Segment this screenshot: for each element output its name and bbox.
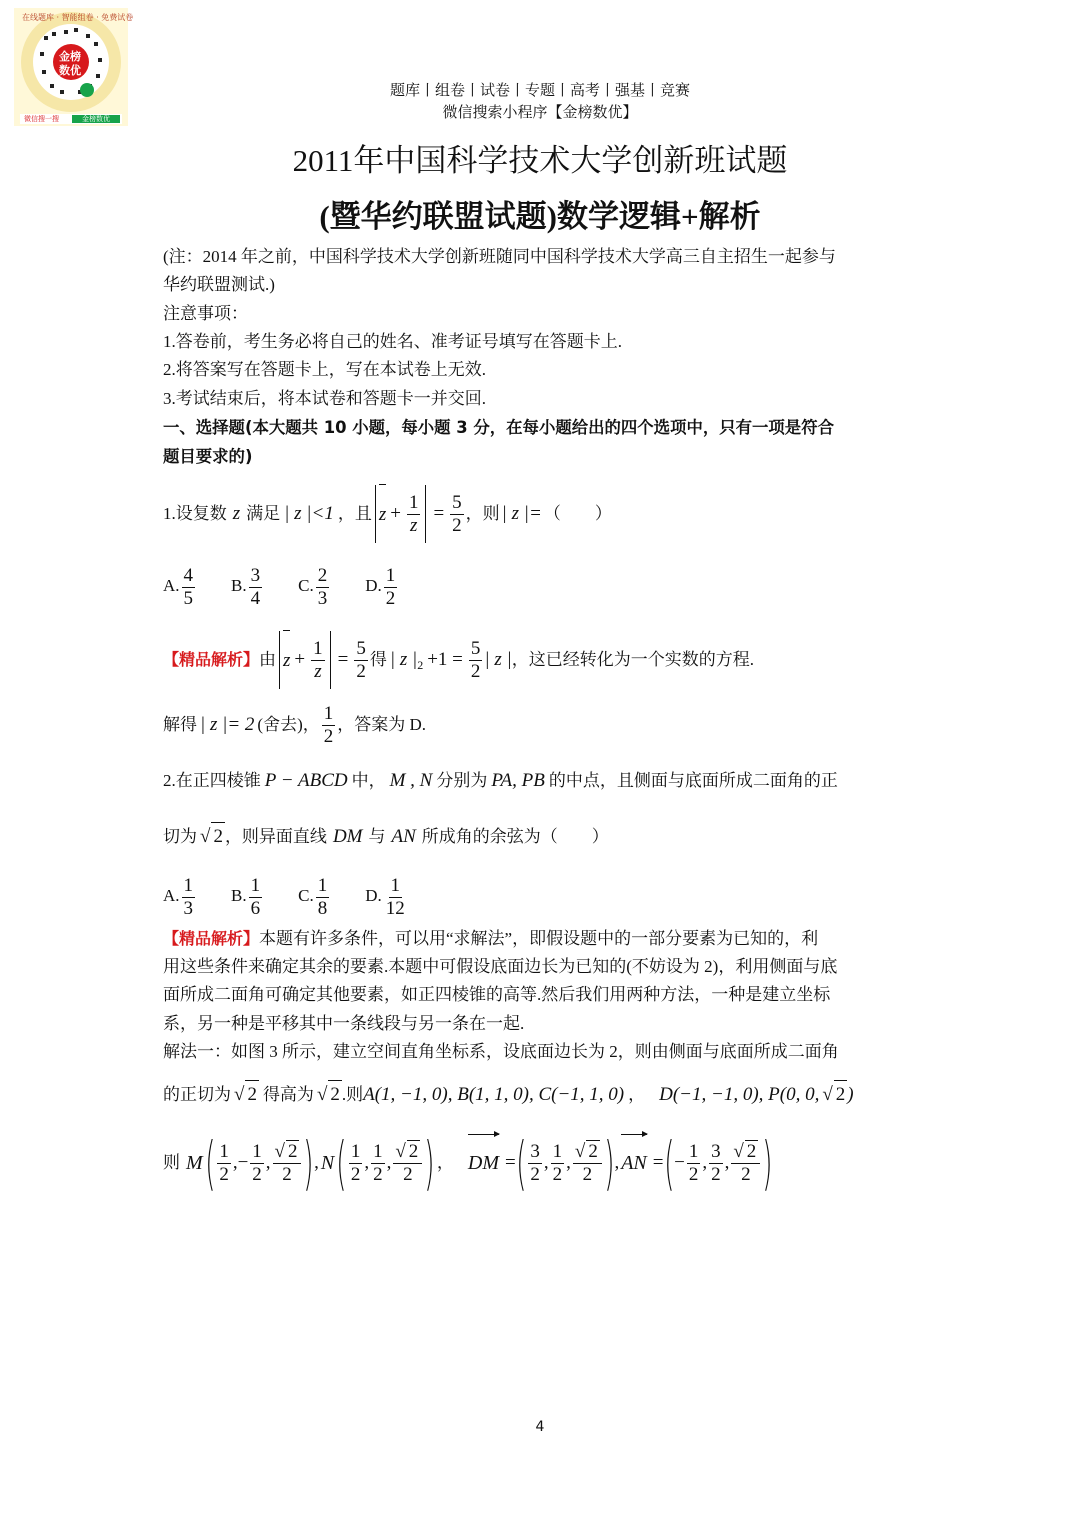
frac-num: 1 — [252, 1140, 262, 1162]
q2-coords-then: .则 — [341, 1084, 364, 1104]
q1-option-b — [231, 558, 264, 614]
comma: , — [232, 1152, 238, 1173]
option-num: 2 — [317, 564, 328, 586]
q1-solution — [163, 626, 754, 694]
option-num: 4 — [183, 564, 194, 586]
q1-ask-expr: | z |= — [501, 503, 542, 524]
q1-frac-2-den: 2 — [452, 514, 462, 536]
section-heading-line-2: 题目要求的) — [163, 447, 253, 466]
paren-left: ( — [336, 1129, 347, 1197]
solution-tag: 【精品解析】 — [163, 650, 260, 669]
option-label: A. — [163, 886, 180, 905]
q2-vec-prefix: 则 — [163, 1153, 180, 1172]
sqrt-sign-icon: √ — [733, 1141, 744, 1162]
frac-num: 1 — [350, 1140, 361, 1162]
note-line-2: 华约联盟测试.) — [163, 275, 275, 294]
frac-den: 2 — [741, 1164, 751, 1185]
option-num: 1 — [250, 874, 261, 896]
q1-sol-frac-2 — [354, 638, 368, 683]
frac-num: 1 — [688, 1140, 699, 1162]
paren-left: ( — [515, 1129, 527, 1197]
frac-num: 1 — [373, 1140, 383, 1162]
q2-solution-line-2: 用这些条件来确定其余的要素.本题中可假设底面边长为已知的(不妨设为 2)，利用侧面与底 — [163, 957, 838, 976]
q1-abs-left — [375, 485, 376, 543]
q1-cond2-text: ，且 — [337, 504, 372, 523]
option-den: 3 — [317, 587, 328, 609]
q1-sol2-expr: | z |= 2 — [200, 714, 255, 735]
q1-cond1: | z |<1 — [284, 503, 334, 524]
q2-line2-tail: 所成角的余弦为（ ） — [421, 826, 609, 846]
frac-den: 2 — [373, 1163, 383, 1185]
q1-abs-right — [425, 485, 426, 543]
q1-solution-2 — [163, 697, 426, 753]
frac-num: 1 — [552, 1140, 563, 1162]
logo-footer-left: 微信搜一搜 — [24, 115, 59, 123]
q2-coords-mid: 得高为 — [262, 1084, 314, 1104]
comma: , — [543, 1152, 549, 1173]
q2-coords-close: ) — [847, 1083, 854, 1105]
question-2-line-1 — [163, 767, 838, 795]
q1-sol-frac-1 — [311, 638, 325, 683]
option-num: 1 — [390, 874, 400, 896]
frac-num: 2 — [746, 1141, 757, 1162]
q1-eq: = — [433, 503, 445, 524]
paren-right: ) — [604, 1129, 615, 1197]
frac-num: 2 — [588, 1141, 598, 1162]
q2-coords-line — [163, 1080, 854, 1109]
option-num: 1 — [385, 564, 396, 586]
sqrt-sign-icon: √ — [395, 1141, 406, 1162]
page-subtitle: (暨华约联盟试题)数学逻辑+解析 — [319, 199, 761, 234]
option-den: 8 — [317, 897, 328, 919]
comma: , — [265, 1152, 271, 1173]
frac-num: 3 — [711, 1140, 721, 1162]
q1-option-a — [163, 558, 197, 614]
sqrt-sign-icon: √ — [200, 825, 211, 847]
q1-zbar: z — [379, 484, 386, 544]
note-line-1: (注：2014 年之前，中国科学技术大学创新班随同中国科学技术大学高三自主招生一起参与 — [163, 247, 836, 266]
option-den: 4 — [250, 587, 261, 609]
q2-option-c — [298, 868, 331, 924]
q1-sol-sup: 2 — [417, 658, 424, 672]
comma: , — [702, 1152, 708, 1173]
q1-frac-1 — [407, 492, 421, 537]
q2-mn: M , N — [389, 770, 433, 791]
q2-solution-line-1 — [163, 925, 818, 953]
q2-an: AN — [391, 825, 416, 847]
frac-num: 5 — [470, 637, 481, 659]
q2-coords-a: A(1, −1, 0), B(1, 1, 0), C(−1, 1, 0) — [363, 1083, 625, 1105]
q2-tail1: 的中点，且侧面与底面所成二面角的正 — [548, 771, 838, 790]
frac-num: 1 — [219, 1140, 229, 1162]
q1-frac-2 — [450, 492, 464, 537]
q1-options — [163, 558, 433, 614]
q1-plus: + — [390, 503, 401, 524]
q1-sol-expr-left: | z | — [389, 649, 418, 670]
q1-frac-1-den: z — [410, 514, 418, 536]
paren-left: ( — [204, 1129, 216, 1197]
q1-sol-eq: = — [337, 649, 349, 670]
logo-ring-text: 在线题库 · 智能组卷 · 免费试卷 — [22, 13, 134, 22]
frac-num: 3 — [530, 1140, 540, 1162]
equals: = — [505, 1152, 516, 1173]
q1-sol2-frac — [322, 703, 336, 748]
frac-den: 2 — [530, 1163, 540, 1185]
frac-den: 2 — [356, 660, 366, 682]
q2-sqrt2: 2 — [834, 1080, 848, 1109]
q1-sol-plus: + — [294, 649, 306, 670]
page-number: 4 — [535, 1419, 545, 1435]
option-den: 2 — [385, 587, 396, 609]
solution-tag: 【精品解析】 — [163, 929, 260, 948]
logo-center-text-2: 数优 — [59, 64, 81, 77]
logo-footer-right: 金榜数优 — [82, 115, 110, 123]
paren-left: ( — [663, 1129, 674, 1197]
comma: , — [566, 1152, 571, 1173]
frac-den: 2 — [711, 1163, 721, 1185]
q1-sol-by: 由 — [259, 650, 277, 669]
q1-sol-frac-3 — [469, 638, 483, 683]
q1-ask: ，则 — [465, 504, 500, 523]
q1-option-c — [298, 558, 331, 614]
q1-sol-zbar: z — [283, 630, 290, 690]
frac-num: 1 — [323, 702, 334, 724]
comma: , — [386, 1152, 392, 1173]
minus-sign: − — [674, 1152, 685, 1173]
frac-den: 2 — [470, 660, 481, 682]
q1-blank: （ ） — [543, 504, 612, 523]
q2-n: N — [320, 1152, 335, 1174]
question-2-line-2 — [163, 822, 609, 851]
q2-prefix: 2.在正四棱锥 — [163, 771, 261, 790]
instruction-item: 1.答卷前，考生务必将自己的姓名、准考证号填写在答题卡上. — [163, 332, 622, 351]
q2-solution-line-3: 面所成二面角可确定其他要素，如正四棱锥的高等.然后我们用两种方法，一种是建立坐标 — [163, 985, 831, 1004]
comma: , — [314, 1152, 319, 1173]
q2-and: 与 — [368, 826, 386, 846]
sqrt-sign-icon: √ — [274, 1141, 285, 1162]
q2-an-vector: AN — [621, 1132, 647, 1194]
comma: ， — [436, 1153, 454, 1172]
q2-line2-prefix: 切为 — [163, 826, 197, 846]
q2-m: M — [186, 1152, 203, 1174]
instruction-item: 3.考试结束后，将本试卷和答题卡一并交回. — [163, 389, 486, 408]
q2-sol-text: 本题有许多条件，可以用“求解法”，即假设题中的一部分要素为已知的，利 — [259, 929, 819, 948]
option-den: 6 — [250, 897, 261, 919]
q2-dm-vector: DM — [468, 1132, 499, 1194]
q1-prefix: 1.设复数 — [163, 504, 227, 523]
equals: = — [652, 1152, 664, 1173]
q2-options — [163, 868, 443, 924]
option-den: 3 — [183, 897, 194, 919]
comma: , — [364, 1152, 370, 1173]
option-num: 1 — [183, 874, 194, 896]
header-nav: 题库丨组卷丨试卷丨专题丨高考丨强基丨竞赛 — [389, 83, 690, 99]
q1-frac-2-num: 5 — [452, 491, 462, 513]
q1-sol-abs-right — [330, 631, 331, 689]
q2-coords-sep: ， — [628, 1084, 646, 1104]
q2-pa-pb: PA, PB — [491, 770, 545, 791]
q2-coords-prefix: 的正切为 — [163, 1084, 231, 1104]
section-heading-line-1: 一、选择题(本大题共 10 小题，每小题 3 分，在每小题给出的四个选项中，只有一项是符合 — [163, 418, 834, 437]
q2-sqrt2: 2 — [211, 822, 225, 851]
paren-right: ) — [424, 1129, 435, 1197]
q1-sol2-discard: (舍去)， — [257, 715, 320, 734]
option-den: 12 — [385, 897, 405, 919]
option-label: D. — [365, 576, 382, 595]
option-label: A. — [163, 576, 180, 595]
q1-frac-1-num: 1 — [408, 491, 419, 513]
frac-den: 2 — [252, 1163, 262, 1185]
q1-cond1-text: 满足 — [246, 504, 281, 523]
option-num: 1 — [317, 874, 328, 896]
sqrt-sign-icon: √ — [316, 1083, 328, 1105]
q2-dm: DM — [332, 825, 363, 847]
page-title: 2011年中国科学技术大学创新班试题 — [292, 143, 788, 178]
paren-right: ) — [762, 1129, 773, 1197]
q1-sol2-prefix: 解得 — [163, 715, 197, 734]
logo-center-text-1: 金榜 — [59, 50, 81, 63]
q2-mid2: 分别为 — [436, 771, 488, 790]
frac-den: 2 — [582, 1164, 593, 1185]
q2-option-b — [231, 868, 264, 924]
frac-den: 2 — [219, 1163, 229, 1185]
option-label: C. — [298, 886, 314, 905]
paren-right: ) — [303, 1129, 314, 1197]
header-wechat: 微信搜索小程序【金榜数优】 — [442, 105, 638, 121]
q2-option-a — [163, 868, 197, 924]
q1-sol2-tail: ，答案为 D. — [337, 715, 427, 734]
sqrt-sign-icon: √ — [574, 1141, 586, 1162]
q2-vectors-line — [163, 1129, 773, 1197]
option-label: B. — [231, 576, 247, 595]
frac-num: 2 — [287, 1141, 298, 1162]
frac-den: z — [314, 660, 322, 682]
q2-sqrt2: 2 — [328, 1080, 342, 1109]
q1-sol-abs-left — [279, 631, 280, 689]
frac-den: 2 — [688, 1163, 699, 1185]
q2-mid1: 中， — [351, 771, 386, 790]
instructions-heading: 注意事项： — [163, 304, 248, 323]
q2-solution-line-4: 系，另一种是平移其中一条线段与另一条在一起. — [163, 1014, 525, 1033]
option-label: D. — [365, 886, 382, 905]
q1-sol-right-expr: | z | — [484, 649, 512, 670]
comma: , — [614, 1152, 620, 1173]
frac-den: 2 — [350, 1163, 361, 1185]
q2-solution-line-5: 解法一：如图 3 所示，建立空间直角坐标系，设底面边长为 2，则由侧面与底面所成二面角 — [163, 1042, 839, 1061]
q1-sol-plus1: +1 = — [427, 649, 463, 670]
instruction-item: 2.将答案写在答题卡上，写在本试卷上无效. — [163, 360, 486, 379]
sqrt-sign-icon: √ — [234, 1083, 245, 1105]
option-label: B. — [231, 886, 247, 905]
q2-sqrt2: 2 — [245, 1080, 259, 1109]
question-1 — [163, 484, 612, 544]
frac-num: 5 — [356, 637, 366, 659]
option-num: 3 — [250, 564, 261, 586]
q2-option-d — [365, 868, 409, 924]
option-label: C. — [298, 576, 314, 595]
q1-var-z: z — [232, 503, 241, 524]
q2-coords-d: D(−1, −1, 0), P(0, 0, — [659, 1083, 820, 1105]
comma: , — [724, 1152, 730, 1173]
q1-option-d — [365, 558, 399, 614]
option-den: 5 — [183, 587, 194, 609]
sqrt-sign-icon: √ — [822, 1083, 833, 1105]
q1-sol-get: 得 — [369, 650, 387, 669]
q2-pyramid: P − ABCD — [264, 770, 348, 791]
frac-den: 2 — [323, 725, 334, 747]
q2-line2-mid: ，则异面直线 — [224, 826, 327, 846]
frac-num: 1 — [313, 637, 323, 659]
frac-den: 2 — [403, 1164, 413, 1185]
frac-den: 2 — [282, 1164, 292, 1185]
frac-den: 2 — [552, 1163, 563, 1185]
frac-num: 2 — [408, 1141, 419, 1162]
minus-sign: − — [237, 1152, 249, 1173]
q1-sol-tail: ，这已经转化为一个实数的方程. — [511, 650, 754, 669]
